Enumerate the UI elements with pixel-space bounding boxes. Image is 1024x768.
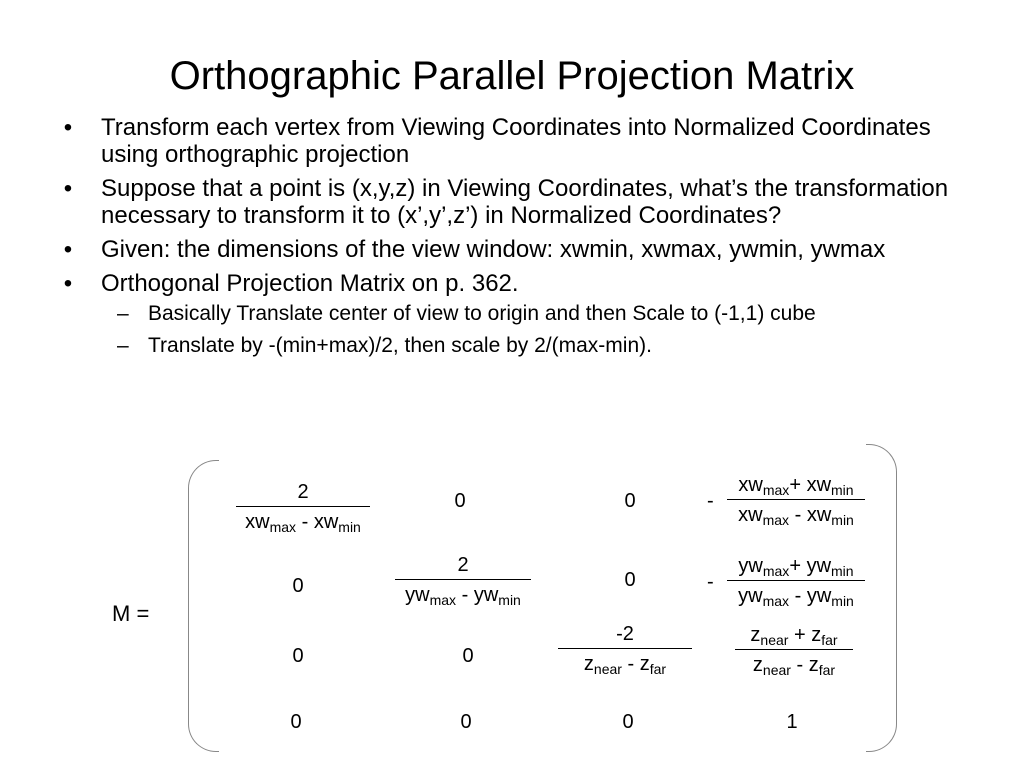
subscript: far bbox=[818, 662, 836, 678]
subscript: far bbox=[821, 632, 838, 648]
matrix-cell-r2c2 bbox=[388, 553, 538, 607]
matrix-cell-r1c2: 0 bbox=[454, 490, 466, 512]
fraction-bar bbox=[727, 499, 865, 500]
term: yw bbox=[806, 585, 832, 607]
denominator bbox=[722, 653, 866, 677]
matrix-cell-r4c1: 0 bbox=[290, 711, 302, 733]
sub-bullet-list bbox=[101, 301, 988, 359]
term: z bbox=[752, 654, 763, 676]
matrix-cell-r2c1: 0 bbox=[292, 575, 304, 597]
minus-sign: - bbox=[707, 571, 714, 593]
dash-marker: – bbox=[117, 302, 129, 325]
bullet-list bbox=[58, 114, 988, 366]
subscript: max bbox=[762, 593, 790, 609]
term: xw bbox=[806, 504, 832, 526]
term: xw bbox=[313, 511, 339, 533]
slide-title: Orthographic Parallel Projection Matrix bbox=[169, 54, 855, 98]
bullet-marker: • bbox=[63, 114, 73, 141]
numerator bbox=[722, 623, 866, 647]
term: yw bbox=[806, 555, 832, 577]
matrix-cell-r3c4 bbox=[722, 623, 866, 677]
matrix-label: M = bbox=[112, 601, 150, 626]
left-bracket bbox=[188, 460, 219, 752]
subscript: far bbox=[649, 661, 667, 677]
sub-bullet-text: Basically Translate center of view to origin and then Scale to (-1,1) cube bbox=[148, 302, 816, 325]
subscript: max bbox=[762, 512, 790, 528]
operator: - bbox=[790, 654, 809, 676]
matrix-cell-r2c4 bbox=[718, 554, 874, 608]
bullet-text: Suppose that a point is (x,y,z) in Viewing Coordinates, what’s the transformation necessary to transform it to (x’,y’,z’) in Normalized Coordinates? bbox=[101, 175, 949, 229]
term: yw bbox=[473, 584, 499, 606]
matrix-cell-r1c3: 0 bbox=[624, 490, 636, 512]
denominator bbox=[228, 510, 378, 534]
bullet-text: Given: the dimensions of the view window: xwmin, xwmax, ywmin, ywmax bbox=[101, 236, 886, 263]
bullet-text: Transform each vertex from Viewing Coordinates into Normalized Coordinates using orthographic projection bbox=[101, 114, 931, 168]
sub-bullet-item bbox=[103, 333, 988, 359]
term: z bbox=[583, 653, 594, 675]
operator: - bbox=[621, 653, 640, 675]
operator: - bbox=[296, 511, 314, 533]
matrix-cell-r1c1 bbox=[228, 480, 378, 534]
bullet-item bbox=[58, 270, 988, 359]
term: yw bbox=[738, 555, 763, 577]
subscript: min bbox=[498, 592, 521, 608]
denominator bbox=[718, 584, 874, 608]
fraction-bar bbox=[727, 580, 865, 581]
matrix-cell-r4c2: 0 bbox=[460, 711, 472, 733]
bullet-item bbox=[58, 236, 988, 263]
dash-marker: – bbox=[117, 334, 129, 357]
matrix-cell-r2c3: 0 bbox=[624, 569, 636, 591]
fraction-bar bbox=[236, 506, 370, 507]
bullet-text: Orthogonal Projection Matrix on p. 362. bbox=[101, 270, 519, 297]
numerator: -2 bbox=[616, 623, 634, 645]
numerator bbox=[718, 554, 874, 578]
term: z bbox=[750, 624, 761, 646]
term: xw bbox=[245, 511, 270, 533]
fraction-bar bbox=[735, 649, 853, 650]
fraction-bar bbox=[558, 648, 692, 649]
right-bracket bbox=[866, 444, 897, 752]
term: yw bbox=[738, 585, 763, 607]
subscript: near bbox=[760, 632, 789, 648]
sub-bullet-text: Translate by -(min+max)/2, then scale by 2/(max-min). bbox=[148, 334, 652, 357]
numerator bbox=[718, 473, 874, 497]
bullet-marker: • bbox=[63, 236, 73, 263]
term: xw bbox=[806, 474, 832, 496]
matrix-cell-r3c3 bbox=[552, 622, 698, 676]
operator: + bbox=[789, 555, 807, 577]
term: xw bbox=[738, 474, 763, 496]
subscript: near bbox=[762, 662, 791, 678]
operator: - bbox=[456, 584, 474, 606]
denominator bbox=[718, 503, 874, 527]
subscript: near bbox=[593, 661, 622, 677]
matrix-cell-r1c4 bbox=[718, 473, 874, 527]
operator: - bbox=[789, 504, 807, 526]
operator: - bbox=[789, 585, 807, 607]
numerator: 2 bbox=[297, 481, 309, 503]
denominator bbox=[388, 583, 538, 607]
term: z bbox=[808, 654, 819, 676]
bullet-item bbox=[58, 114, 988, 168]
matrix-cell-r3c1: 0 bbox=[292, 645, 304, 667]
term: xw bbox=[738, 504, 763, 526]
numerator: 2 bbox=[457, 554, 469, 576]
subscript: min bbox=[338, 519, 361, 535]
operator: + bbox=[789, 474, 807, 496]
term: yw bbox=[405, 584, 430, 606]
subscript: min bbox=[831, 593, 854, 609]
denominator bbox=[552, 652, 698, 676]
subscript: max bbox=[762, 563, 790, 579]
bullet-marker: • bbox=[63, 175, 73, 202]
subscript: min bbox=[831, 563, 854, 579]
subscript: max bbox=[269, 519, 297, 535]
matrix-cell-r3c2: 0 bbox=[462, 645, 474, 667]
subscript: max bbox=[429, 592, 457, 608]
minus-sign: - bbox=[707, 490, 714, 512]
subscript: max bbox=[762, 482, 790, 498]
term: z bbox=[811, 624, 822, 646]
matrix-cell-r4c4: 1 bbox=[786, 711, 798, 733]
term: z bbox=[639, 653, 650, 675]
matrix-cell-r4c3: 0 bbox=[622, 711, 634, 733]
bullet-marker: • bbox=[63, 270, 73, 297]
bullet-item bbox=[58, 175, 988, 229]
subscript: min bbox=[831, 482, 854, 498]
subscript: min bbox=[831, 512, 854, 528]
operator: + bbox=[788, 624, 812, 646]
fraction-bar bbox=[395, 579, 531, 580]
sub-bullet-item bbox=[103, 301, 988, 327]
